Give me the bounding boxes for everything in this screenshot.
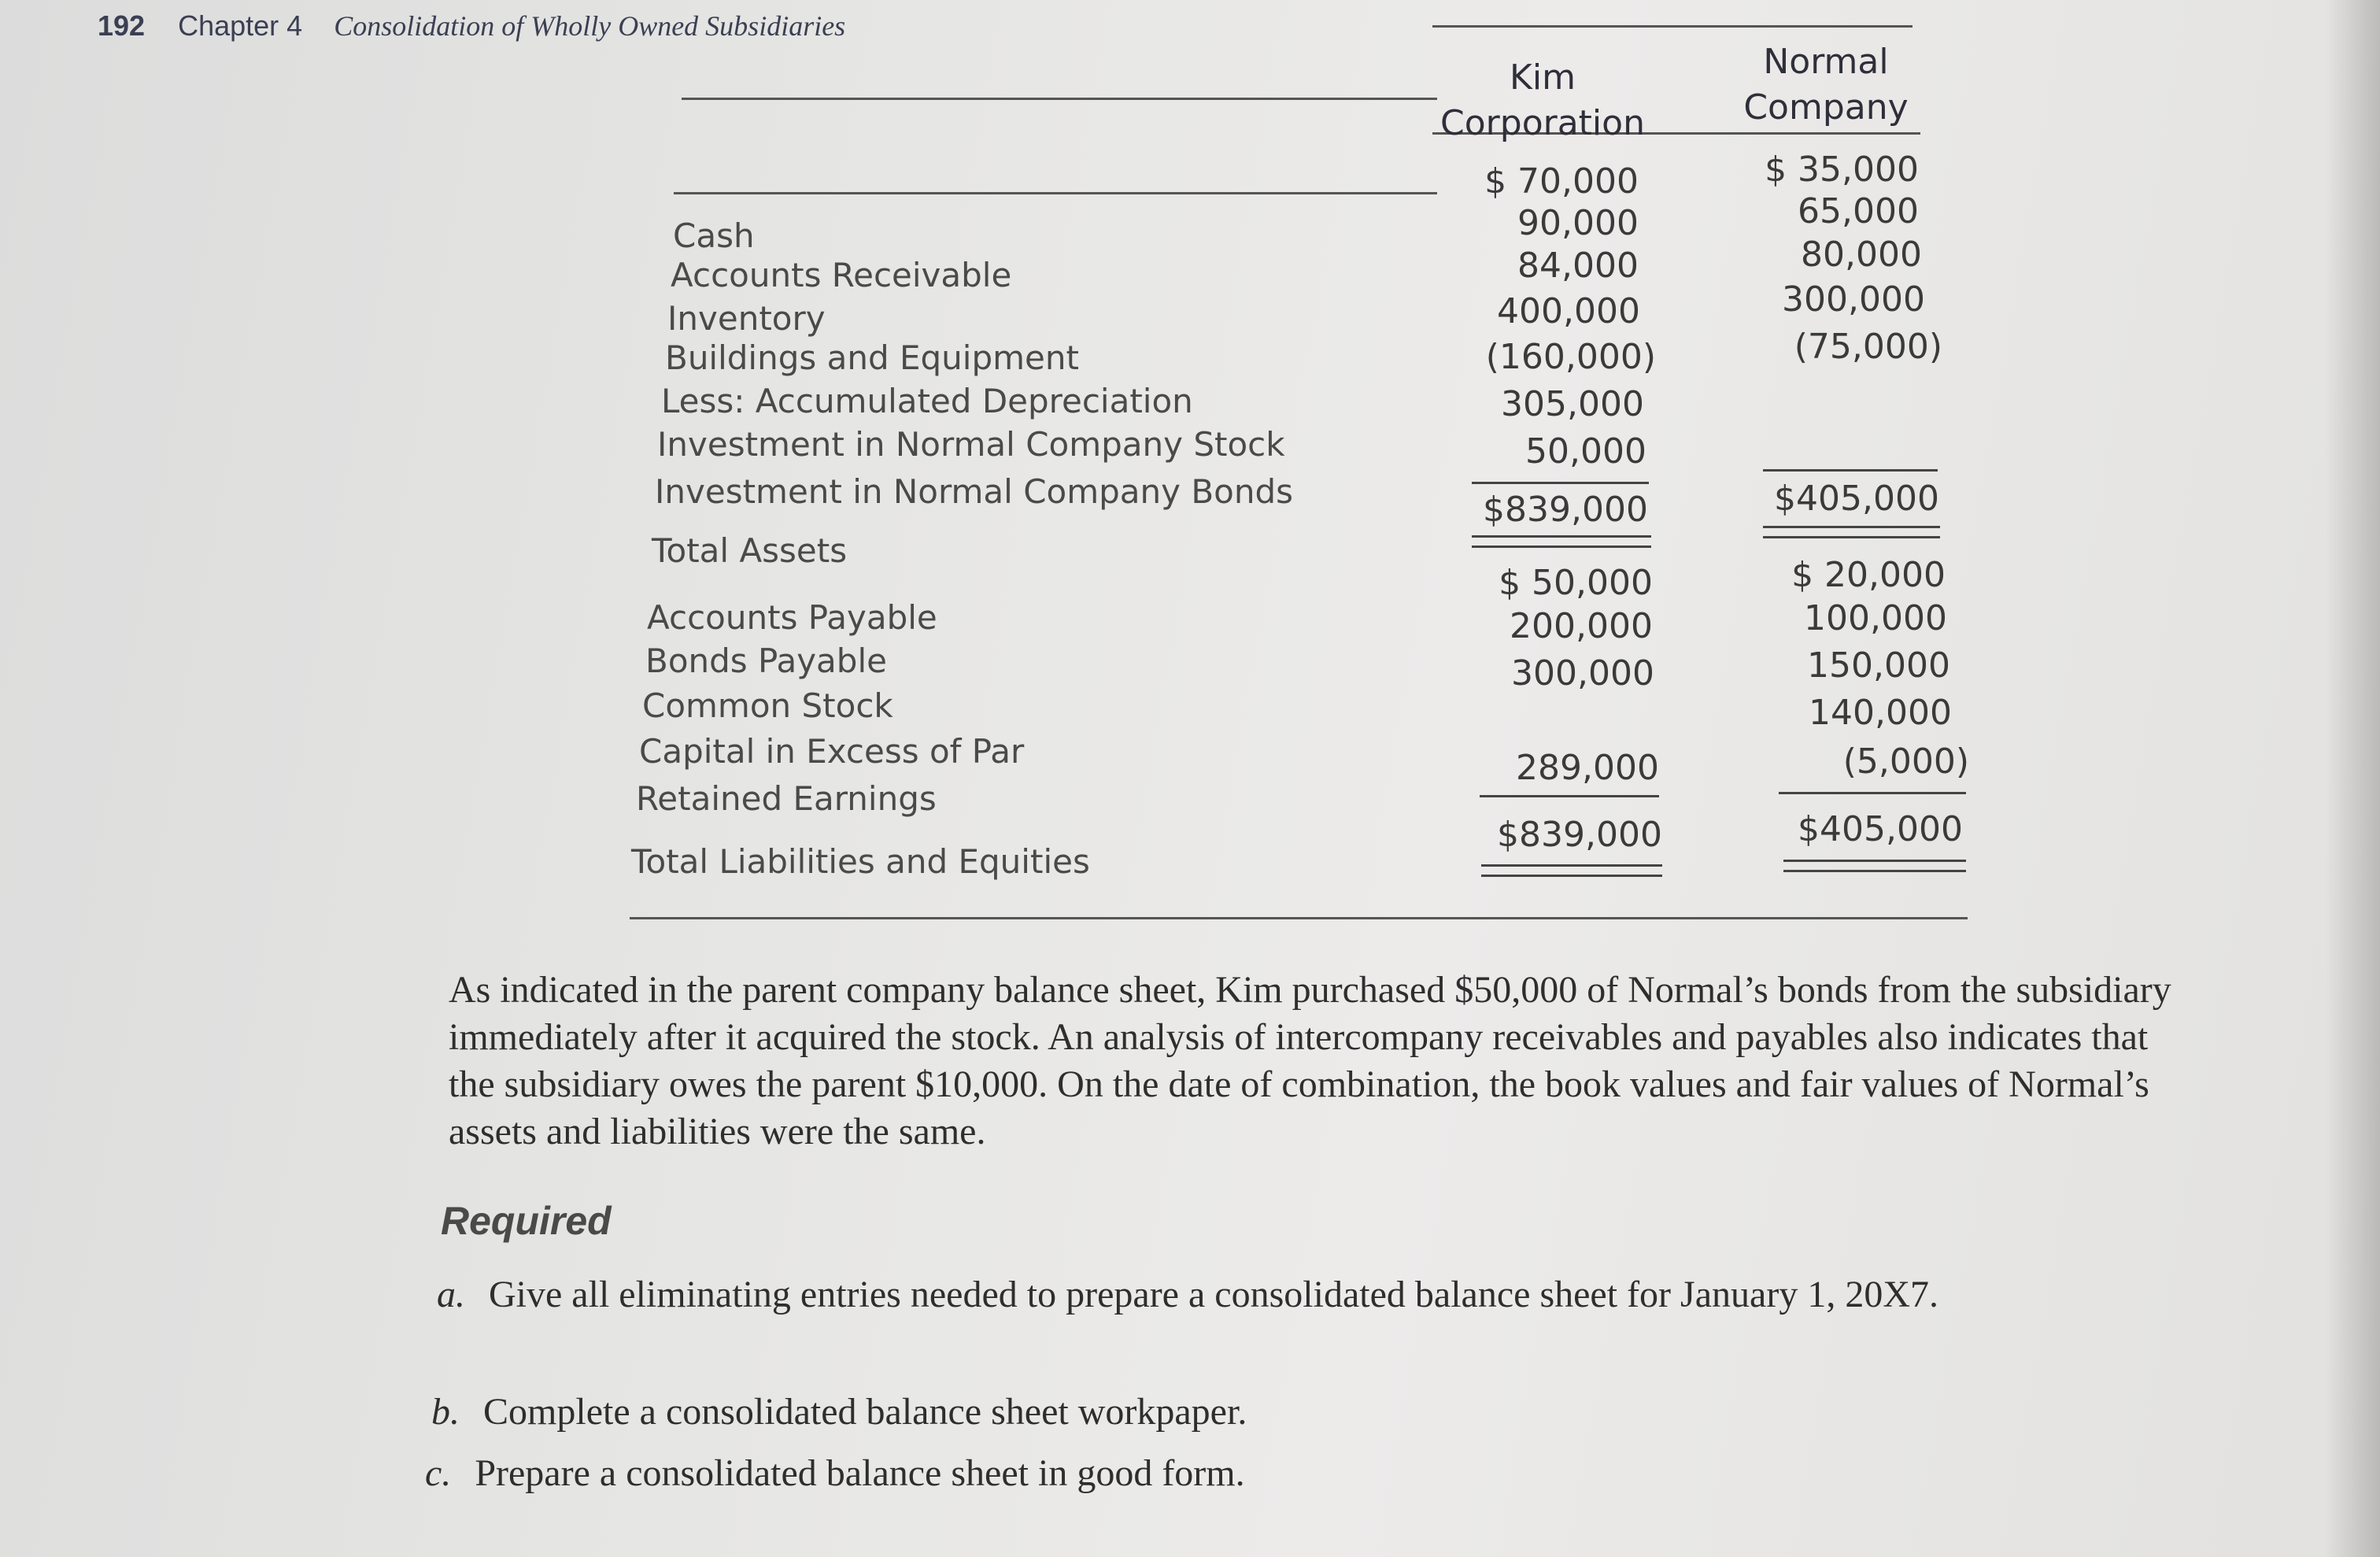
row-label-accumulated-depreciation: Less: Accumulated Depreciation [661,382,1193,420]
column-header-kim [1409,55,1676,146]
column-header-normal [1700,39,1952,131]
column-header-normal-line1: Normal [1763,42,1889,82]
required-item-c [425,1450,1245,1497]
problem-paragraph: As indicated in the parent company balance sheet, Kim purchased $50,000 of Normal’s bonds from the subsidiary immediately after it acquired the stock. An analysis of intercompany receivables and payables also indicates that the subsidiary owes the parent $10,000. On the date of combination, the book values and fair values of Normal’s assets and liabilities were the same. [449,969,2171,1152]
normal-liabilities-subtotal-rule [1779,792,1966,794]
kim-assets-subtotal-rule [1472,482,1649,484]
normal-accumulated-depreciation: (75,000) [1794,327,1942,367]
required-heading: Required [441,1199,612,1243]
table-bottom-rule [630,917,1968,919]
normal-retained-earnings: (5,000) [1842,742,1969,782]
kim-total-assets-double-rule [1472,535,1651,548]
normal-total-liabilities-double-rule [1783,860,1966,872]
kim-liabilities-subtotal-rule [1480,795,1659,797]
kim-accounts-payable: $ 50,000 [1499,563,1653,603]
kim-total-assets: $839,000 [1483,490,1648,530]
row-label-common-stock: Common Stock [642,686,893,725]
normal-accounts-receivable: 65,000 [1798,191,1919,231]
row-label-retained-earnings: Retained Earnings [636,779,937,818]
required-item-a-text: Give all eliminating entries needed to prepare a consolidated balance sheet for January 1, 20X7. [489,1274,1938,1315]
normal-buildings-equipment: 300,000 [1782,279,1925,320]
header-bottom-rule-left [674,192,1437,194]
row-label-investment-stock: Investment in Normal Company Stock [657,425,1285,464]
required-item-b [431,1389,1247,1436]
row-label-inventory: Inventory [667,299,826,338]
kim-common-stock: 300,000 [1511,653,1654,693]
normal-bonds-payable: 100,000 [1804,598,1947,638]
normal-capital-excess-par: 140,000 [1809,693,1952,733]
table-top-rule-right [1432,25,1913,28]
kim-buildings-equipment: 400,000 [1497,291,1640,331]
required-item-a [437,1271,2208,1318]
column-header-normal-line2: Company [1743,87,1909,128]
chapter-label: Chapter 4 [178,9,303,42]
row-label-buildings-equipment: Buildings and Equipment [665,338,1079,377]
kim-cash: $ 70,000 [1484,161,1639,202]
row-label-bonds-payable: Bonds Payable [645,642,887,680]
kim-inventory: 84,000 [1517,246,1639,286]
row-label-accounts-payable: Accounts Payable [647,598,937,637]
column-header-kim-line1: Kim [1510,57,1576,98]
chapter-title: Consolidation of Wholly Owned Subsidiaries [334,10,846,42]
row-label-capital-excess-par: Capital in Excess of Par [639,732,1025,771]
page-edge-shadow [2325,0,2380,1557]
required-item-c-letter: c. [425,1452,452,1494]
normal-total-assets-double-rule [1763,526,1940,538]
kim-investment-stock: 305,000 [1501,384,1644,424]
row-label-total-liabilities-equities: Total Liabilities and Equities [631,842,1090,881]
row-label-cash: Cash [673,216,755,255]
kim-retained-earnings: 289,000 [1516,748,1659,788]
normal-accounts-payable: $ 20,000 [1791,555,1946,595]
kim-accounts-receivable: 90,000 [1517,203,1639,243]
kim-total-liabilities-equities: $839,000 [1497,815,1662,855]
normal-total-assets: $405,000 [1774,479,1939,519]
normal-cash: $ 35,000 [1765,150,1919,190]
row-label-accounts-receivable: Accounts Receivable [671,256,1012,294]
required-item-c-text: Prepare a consolidated balance sheet in good form. [475,1452,1245,1494]
required-item-a-letter: a. [437,1274,465,1315]
page-header [98,9,845,57]
required-item-b-text: Complete a consolidated balance sheet workpaper. [483,1391,1247,1433]
normal-assets-subtotal-rule [1763,469,1938,472]
row-label-investment-bonds: Investment in Normal Company Bonds [655,472,1294,511]
kim-investment-bonds: 50,000 [1525,431,1646,472]
row-label-total-assets: Total Assets [652,531,848,570]
normal-common-stock: 150,000 [1807,645,1950,686]
page-number: 192 [98,9,146,42]
kim-bonds-payable: 200,000 [1510,606,1653,646]
required-item-b-letter: b. [431,1391,460,1433]
normal-inventory: 80,000 [1801,235,1922,275]
kim-total-liabilities-double-rule [1481,864,1662,877]
normal-total-liabilities-equities: $405,000 [1798,809,1963,849]
column-header-kim-line2: Corporation [1440,103,1645,143]
kim-accumulated-depreciation: (160,000) [1485,337,1656,377]
table-top-rule-left [682,98,1437,100]
